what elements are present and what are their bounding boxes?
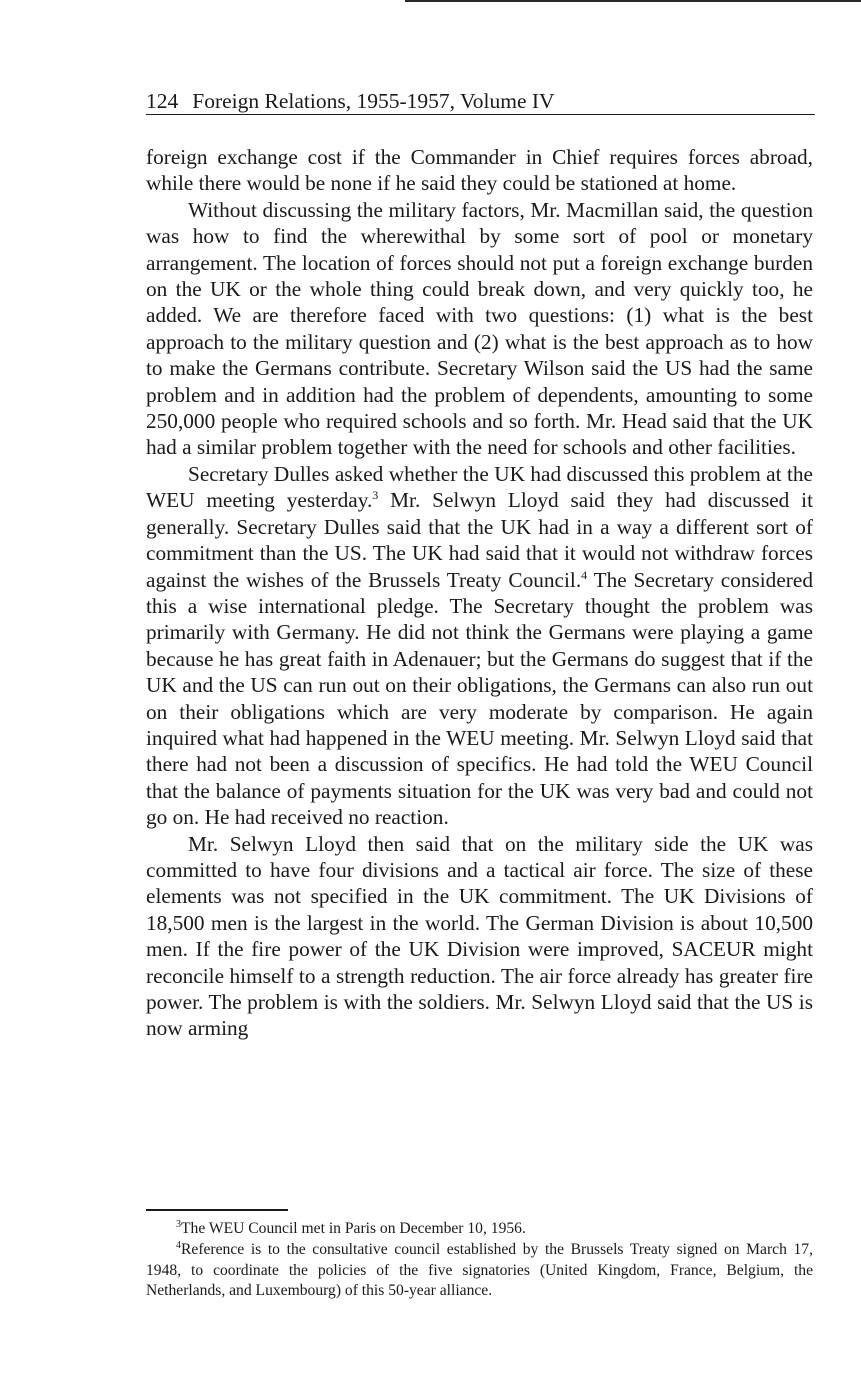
paragraph-3-part-c: The Secretary considered this a wise international pledge. The Secretary thought the problem was primarily with Germany. He did not think the Germans were playing a game because he has great faith in Adenauer; but the Germans do suggest that if the UK and the US can run out on their obligations, the Germans can also run out on their obligations which are very moderate by comparison. He again inquired what had happened in the WEU meeting. Mr. Selwyn Lloyd said that there had not been a discussion of specifics. He had told the WEU Council that the balance of payments situation for the UK was very bad and could not go on. He had received no reaction.	[146, 567, 813, 830]
footnote-marker: 4	[176, 1239, 181, 1251]
paragraph-1: foreign exchange cost if the Commander in Chief requires forces abroad, while there would be none if he said they could be stationed at home.	[146, 145, 813, 196]
paragraph-3-part-a: Secretary Dulles asked whether the UK had discussed this problem at the WEU meeting yesterday.	[146, 461, 813, 513]
footnote-text: Reference is to the consultative council established by the Brussels Treaty signed on March 17, 1948, to coordinate the policies of the five signatories (United Kingdom, France, Belgium, the Netherlands, and Luxembourg) of this 50-year alliance.	[146, 1240, 813, 1300]
top-edge-rule	[405, 0, 861, 2]
paragraph-2: Without discussing the military factors, Mr. Macmillan said, the question was how to find the wherewithal by some sort of pool or monetary arrangement. The location of forces should not put a foreign exchange burden on the UK or the whole thing could break down, and very quickly too, he added. We are therefore faced with two questions: (1) what is the best approach to the military question and (2) what is the best approach as to how to make the Germans contribute. Secretary Wilson said the US had the same problem and in addition had the problem of dependents, amounting to some 250,000 people who required schools and so forth. Mr. Head said that the UK had a similar problem together with the need for schools and other facilities.	[146, 197, 813, 460]
footnote-ref-4: 4	[581, 567, 588, 582]
footnotes	[146, 1219, 813, 1302]
page-number: 124	[146, 89, 179, 113]
footnote-marker: 3	[176, 1218, 181, 1230]
body-text	[146, 144, 813, 1042]
running-header	[146, 88, 815, 115]
footnote-3	[146, 1219, 813, 1240]
paragraph-4: Mr. Selwyn Lloyd then said that on the military side the UK was committed to have four divisions and a tactical air force. The size of these elements was not specified in the UK commitment. The UK Divisions of 18,500 men is the largest in the world. The German Division is about 10,500 men. If the fire power of the UK Division were improved, SACEUR might reconcile himself to a strength reduction. The air force already has greater fire power. The problem is with the soldiers. Mr. Selwyn Lloyd said that the US is now arming	[146, 831, 813, 1041]
footnote-ref-3: 3	[372, 488, 379, 503]
paragraph-3	[146, 461, 813, 831]
paragraph-3-part-b: Mr. Selwyn Lloyd said they had discussed it generally. Secretary Dulles said that the UK had in a way a different sort of commitment than the US. The UK had said that it would not withdraw forces against the wishes of the Brussels Treaty Council.	[146, 488, 813, 592]
running-title: Foreign Relations, 1955-1957, Volume IV	[192, 89, 555, 113]
footnote-4	[146, 1240, 813, 1302]
footnote-text: The WEU Council met in Paris on December 10, 1956.	[181, 1220, 526, 1237]
footnote-divider	[146, 1209, 288, 1211]
